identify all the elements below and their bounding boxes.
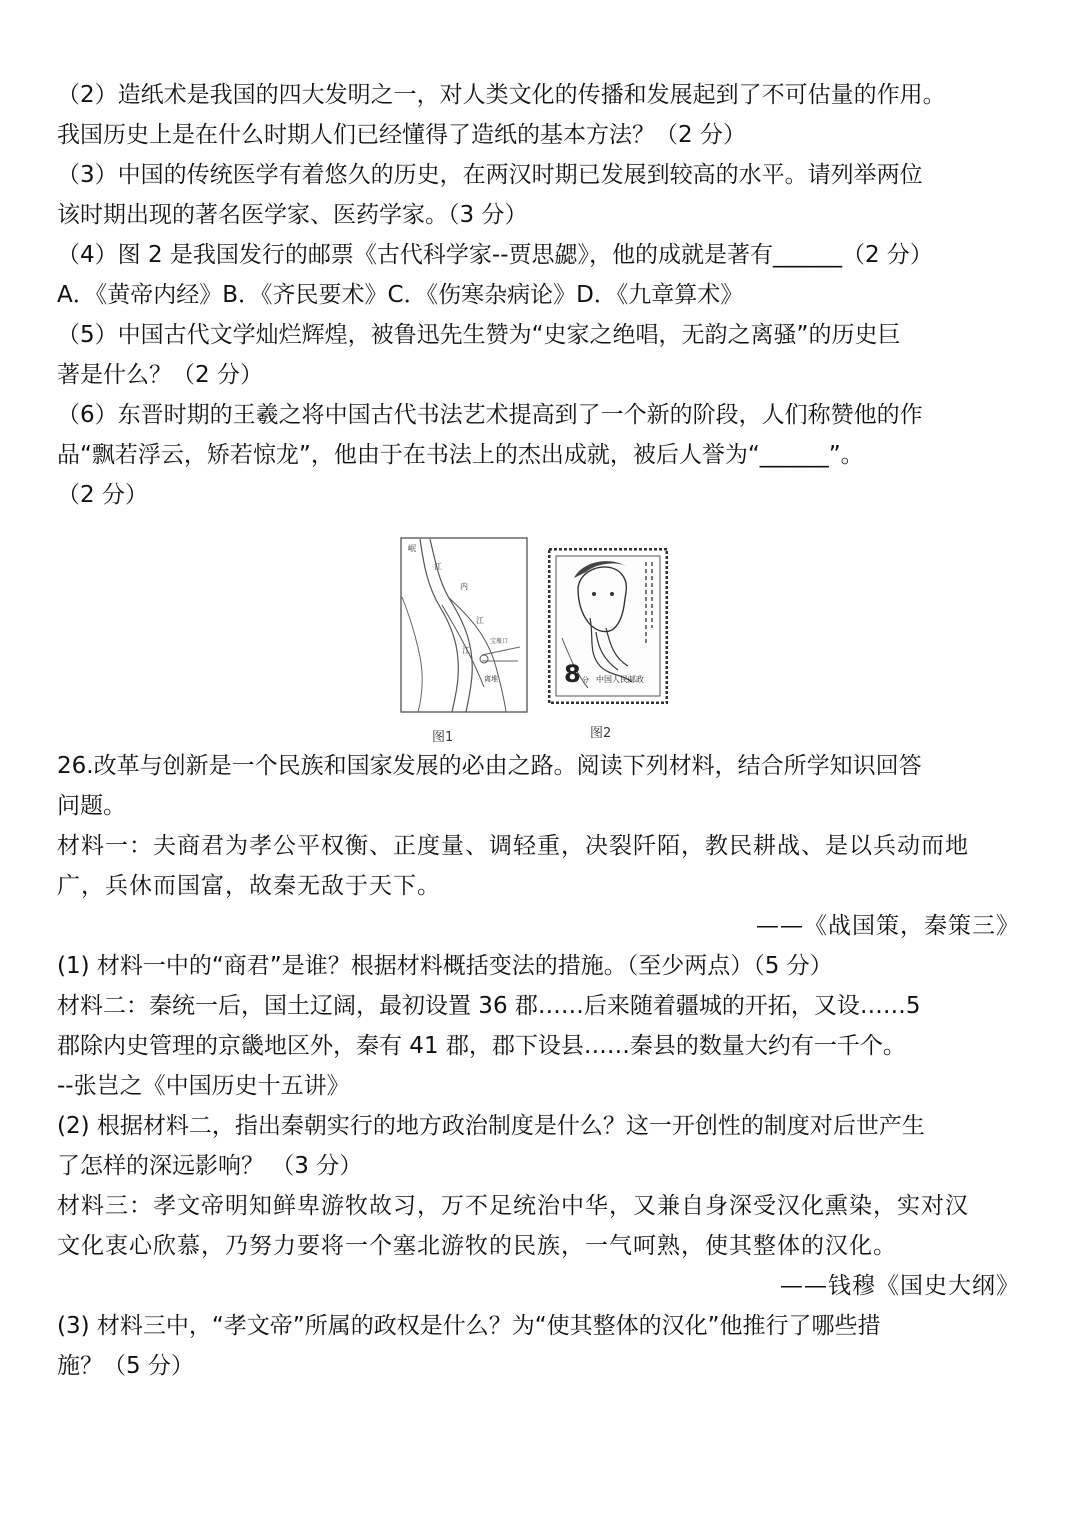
material-2-line-1: 材料二：秦统一后，国土辽阔，最初设置 36 郡……后来随着疆城的开拓，又设……5	[57, 993, 921, 1019]
stamp-unit: 分	[582, 676, 589, 684]
map-label: 江	[462, 646, 470, 655]
material-2-line-2: 郡除内史管理的京畿地区外，秦有 41 郡，郡下设县……秦县的数量大约有一千个。	[57, 1033, 906, 1059]
map-label: 离堆	[484, 675, 498, 683]
material-2-source: --张岂之《中国历史十五讲》	[57, 1073, 350, 1099]
question-26-2-line-2: 了怎样的深远影响？ （3 分）	[57, 1153, 363, 1179]
material-3-line-2: 文化衷心欣慕，乃努力要将一个塞北游牧的民族，一气呵熟，使其整体的汉化。	[57, 1233, 897, 1259]
question-26-3-line-2: 施？（5 分）	[57, 1353, 194, 1379]
map-label: 岷	[408, 544, 416, 553]
question-26-intro-line-2: 问题。	[57, 793, 126, 819]
question-26-3-line-1: (3) 材料三中，“孝文帝”所属的政权是什么？为“使其整体的汉化”他推行了哪些措	[57, 1313, 881, 1339]
question-25-6-line-1: （6）东晋时期的王羲之将中国古代书法艺术提高到了一个新的阶段，人们称赞他的作	[57, 402, 923, 428]
stamp-issuer: 中国人民邮政	[596, 675, 644, 684]
map-label: 宝瓶口	[490, 638, 509, 645]
question-25-5-line-1: （5）中国古代文学灿烂辉煌，被鲁迅先生赞为“史家之绝唱，无韵之离骚”的历史巨	[57, 322, 901, 348]
map-label: 江	[434, 562, 442, 571]
material-3-source: ——钱穆《国史大纲》	[780, 1273, 1020, 1299]
question-25-6-line-3: （2 分）	[57, 482, 148, 508]
stamp-denomination: 8	[564, 660, 581, 688]
question-26-1: (1) 材料一中的“商君”是谁？根据材料概括变法的措施。（至少两点）（5 分）	[57, 953, 833, 979]
material-3-line-1: 材料三：孝文帝明知鲜卑游牧故习，万不足统治中华，又兼自身深受汉化熏染，实对汉	[57, 1193, 969, 1219]
question-25-2-line-2: 我国历史上是在什么时期人们已经懂得了造纸的基本方法？（2 分）	[57, 122, 746, 148]
material-1-line-1: 材料一：夫商君为孝公平权衡、正度量、调轻重，决裂阡陌，教民耕战、是以兵动而地	[57, 833, 969, 859]
map-label: 江	[476, 616, 484, 625]
material-1-source: ——《战国策，秦策三》	[756, 913, 1020, 939]
figure-1-caption: 图1	[432, 730, 454, 745]
question-26-2-line-1: (2) 根据材料二，指出秦朝实行的地方政治制度是什么？这一开创性的制度对后世产生	[57, 1113, 925, 1139]
figure-2-caption: 图2	[590, 726, 612, 741]
figure-2-stamp	[548, 548, 668, 704]
question-25-3-line-2: 该时期出现的著名医学家、医药学家。（3 分）	[57, 202, 528, 228]
question-25-4-options: A．《黄帝内经》B．《齐民要术》C．《伤寒杂病论》D．《九章算术》	[57, 282, 744, 308]
question-25-5-line-2: 著是什么？（2 分）	[57, 362, 263, 388]
question-26-intro-line-1: 26.改革与创新是一个民族和国家发展的必由之路。阅读下列材料，结合所学知识回答	[57, 753, 922, 779]
question-25-4-line-1: （4）图 2 是我国发行的邮票《古代科学家--贾思勰》，他的成就是著有______（2 分）	[57, 242, 933, 268]
question-25-2-line-1: （2）造纸术是我国的四大发明之一，对人类文化的传播和发展起到了不可估量的作用。	[57, 82, 946, 108]
map-label: 内	[460, 582, 468, 591]
question-25-3-line-1: （3）中国的传统医学有着悠久的历史，在两汉时期已发展到较高的水平。请列举两位	[57, 162, 923, 188]
figure-1-map	[400, 537, 528, 713]
question-25-6-line-2: 品“飘若浮云，矫若惊龙”，他由于在书法上的杰出成就，被后人誉为“______”。	[57, 442, 864, 468]
material-1-line-2: 广，兵休而国富，故秦无敌于天下。	[57, 873, 441, 899]
